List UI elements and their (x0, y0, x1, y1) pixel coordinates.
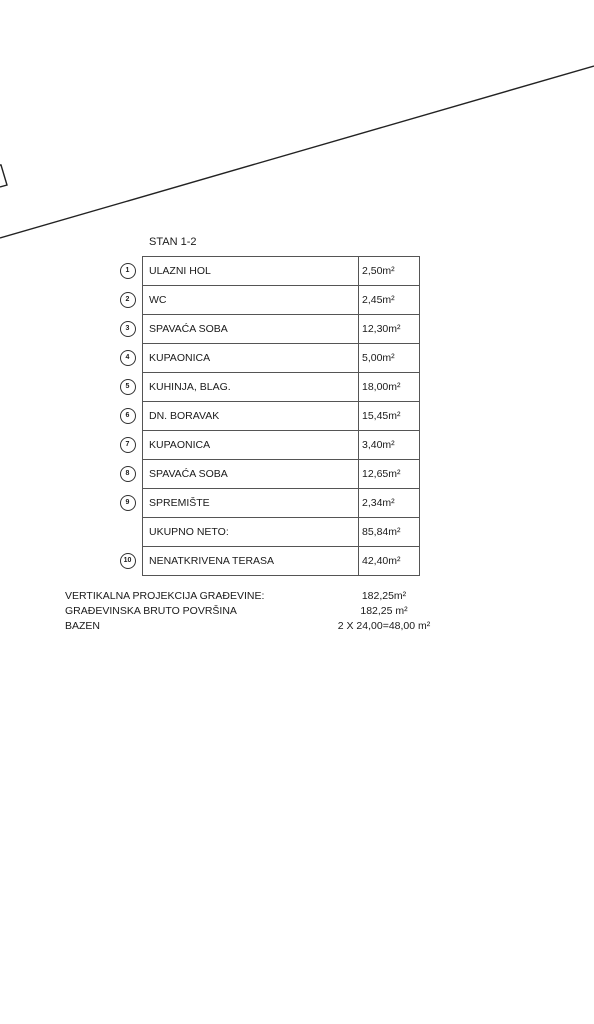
room-area: 2,34m² (359, 489, 420, 518)
room-name: SPAVAĆA SOBA (143, 460, 359, 489)
table-row (113, 489, 420, 518)
summary-row (65, 604, 445, 619)
room-name: DN. BORAVAK (143, 402, 359, 431)
table-row (113, 547, 420, 576)
plan-fragment (0, 165, 7, 187)
room-number-badge: 2 (120, 292, 136, 308)
summary-value: 182,25 m² (360, 605, 408, 617)
summary-label: GRAĐEVINSKA BRUTO POVRŠINA (65, 605, 237, 617)
room-area: 15,45m² (359, 402, 420, 431)
summary-value: 182,25m² (361, 590, 407, 602)
room-number-badge: 1 (120, 263, 136, 279)
summary-label: VERTIKALNA PROJEKCIJA GRAĐEVINE: (65, 590, 265, 602)
summary-value: 2 X 24,00=48,00 m² (337, 620, 431, 632)
room-number-badge: 4 (120, 350, 136, 366)
table-row (113, 257, 420, 286)
table-row (113, 373, 420, 402)
room-area: 12,30m² (359, 315, 420, 344)
room-area: 12,65m² (359, 460, 420, 489)
room-area: 18,00m² (359, 373, 420, 402)
total-area: 85,84m² (359, 518, 420, 547)
room-number-badge: 5 (120, 379, 136, 395)
room-name: SPAVAĆA SOBA (143, 315, 359, 344)
table-row (113, 286, 420, 315)
table-row (113, 344, 420, 373)
room-name: ULAZNI HOL (143, 257, 359, 286)
room-name: KUPAONICA (143, 431, 359, 460)
room-name: NENATKRIVENA TERASA (143, 547, 359, 576)
total-label: UKUPNO NETO: (143, 518, 359, 547)
table-row (113, 431, 420, 460)
room-number-badge: 9 (120, 495, 136, 511)
unit-title: STAN 1-2 (149, 236, 197, 248)
summary-block (65, 589, 445, 634)
summary-row (65, 619, 445, 634)
room-area: 2,50m² (359, 257, 420, 286)
summary-row (65, 589, 445, 604)
table-row (113, 315, 420, 344)
room-area: 42,40m² (359, 547, 420, 576)
room-area: 3,40m² (359, 431, 420, 460)
summary-label: BAZEN (65, 620, 101, 632)
room-number-badge: 6 (120, 408, 136, 424)
room-number-badge: 8 (120, 466, 136, 482)
room-number-badge: 3 (120, 321, 136, 337)
room-area-table (113, 256, 420, 576)
room-number-badge: 7 (120, 437, 136, 453)
room-name: WC (143, 286, 359, 315)
boundary-line (0, 66, 594, 238)
room-number-badge: 10 (120, 553, 136, 569)
table-row (113, 402, 420, 431)
room-name: KUPAONICA (143, 344, 359, 373)
room-area: 5,00m² (359, 344, 420, 373)
room-name: SPREMIŠTE (143, 489, 359, 518)
room-area: 2,45m² (359, 286, 420, 315)
table-row (113, 460, 420, 489)
table-total-row (113, 518, 420, 547)
room-name: KUHINJA, BLAG. (143, 373, 359, 402)
